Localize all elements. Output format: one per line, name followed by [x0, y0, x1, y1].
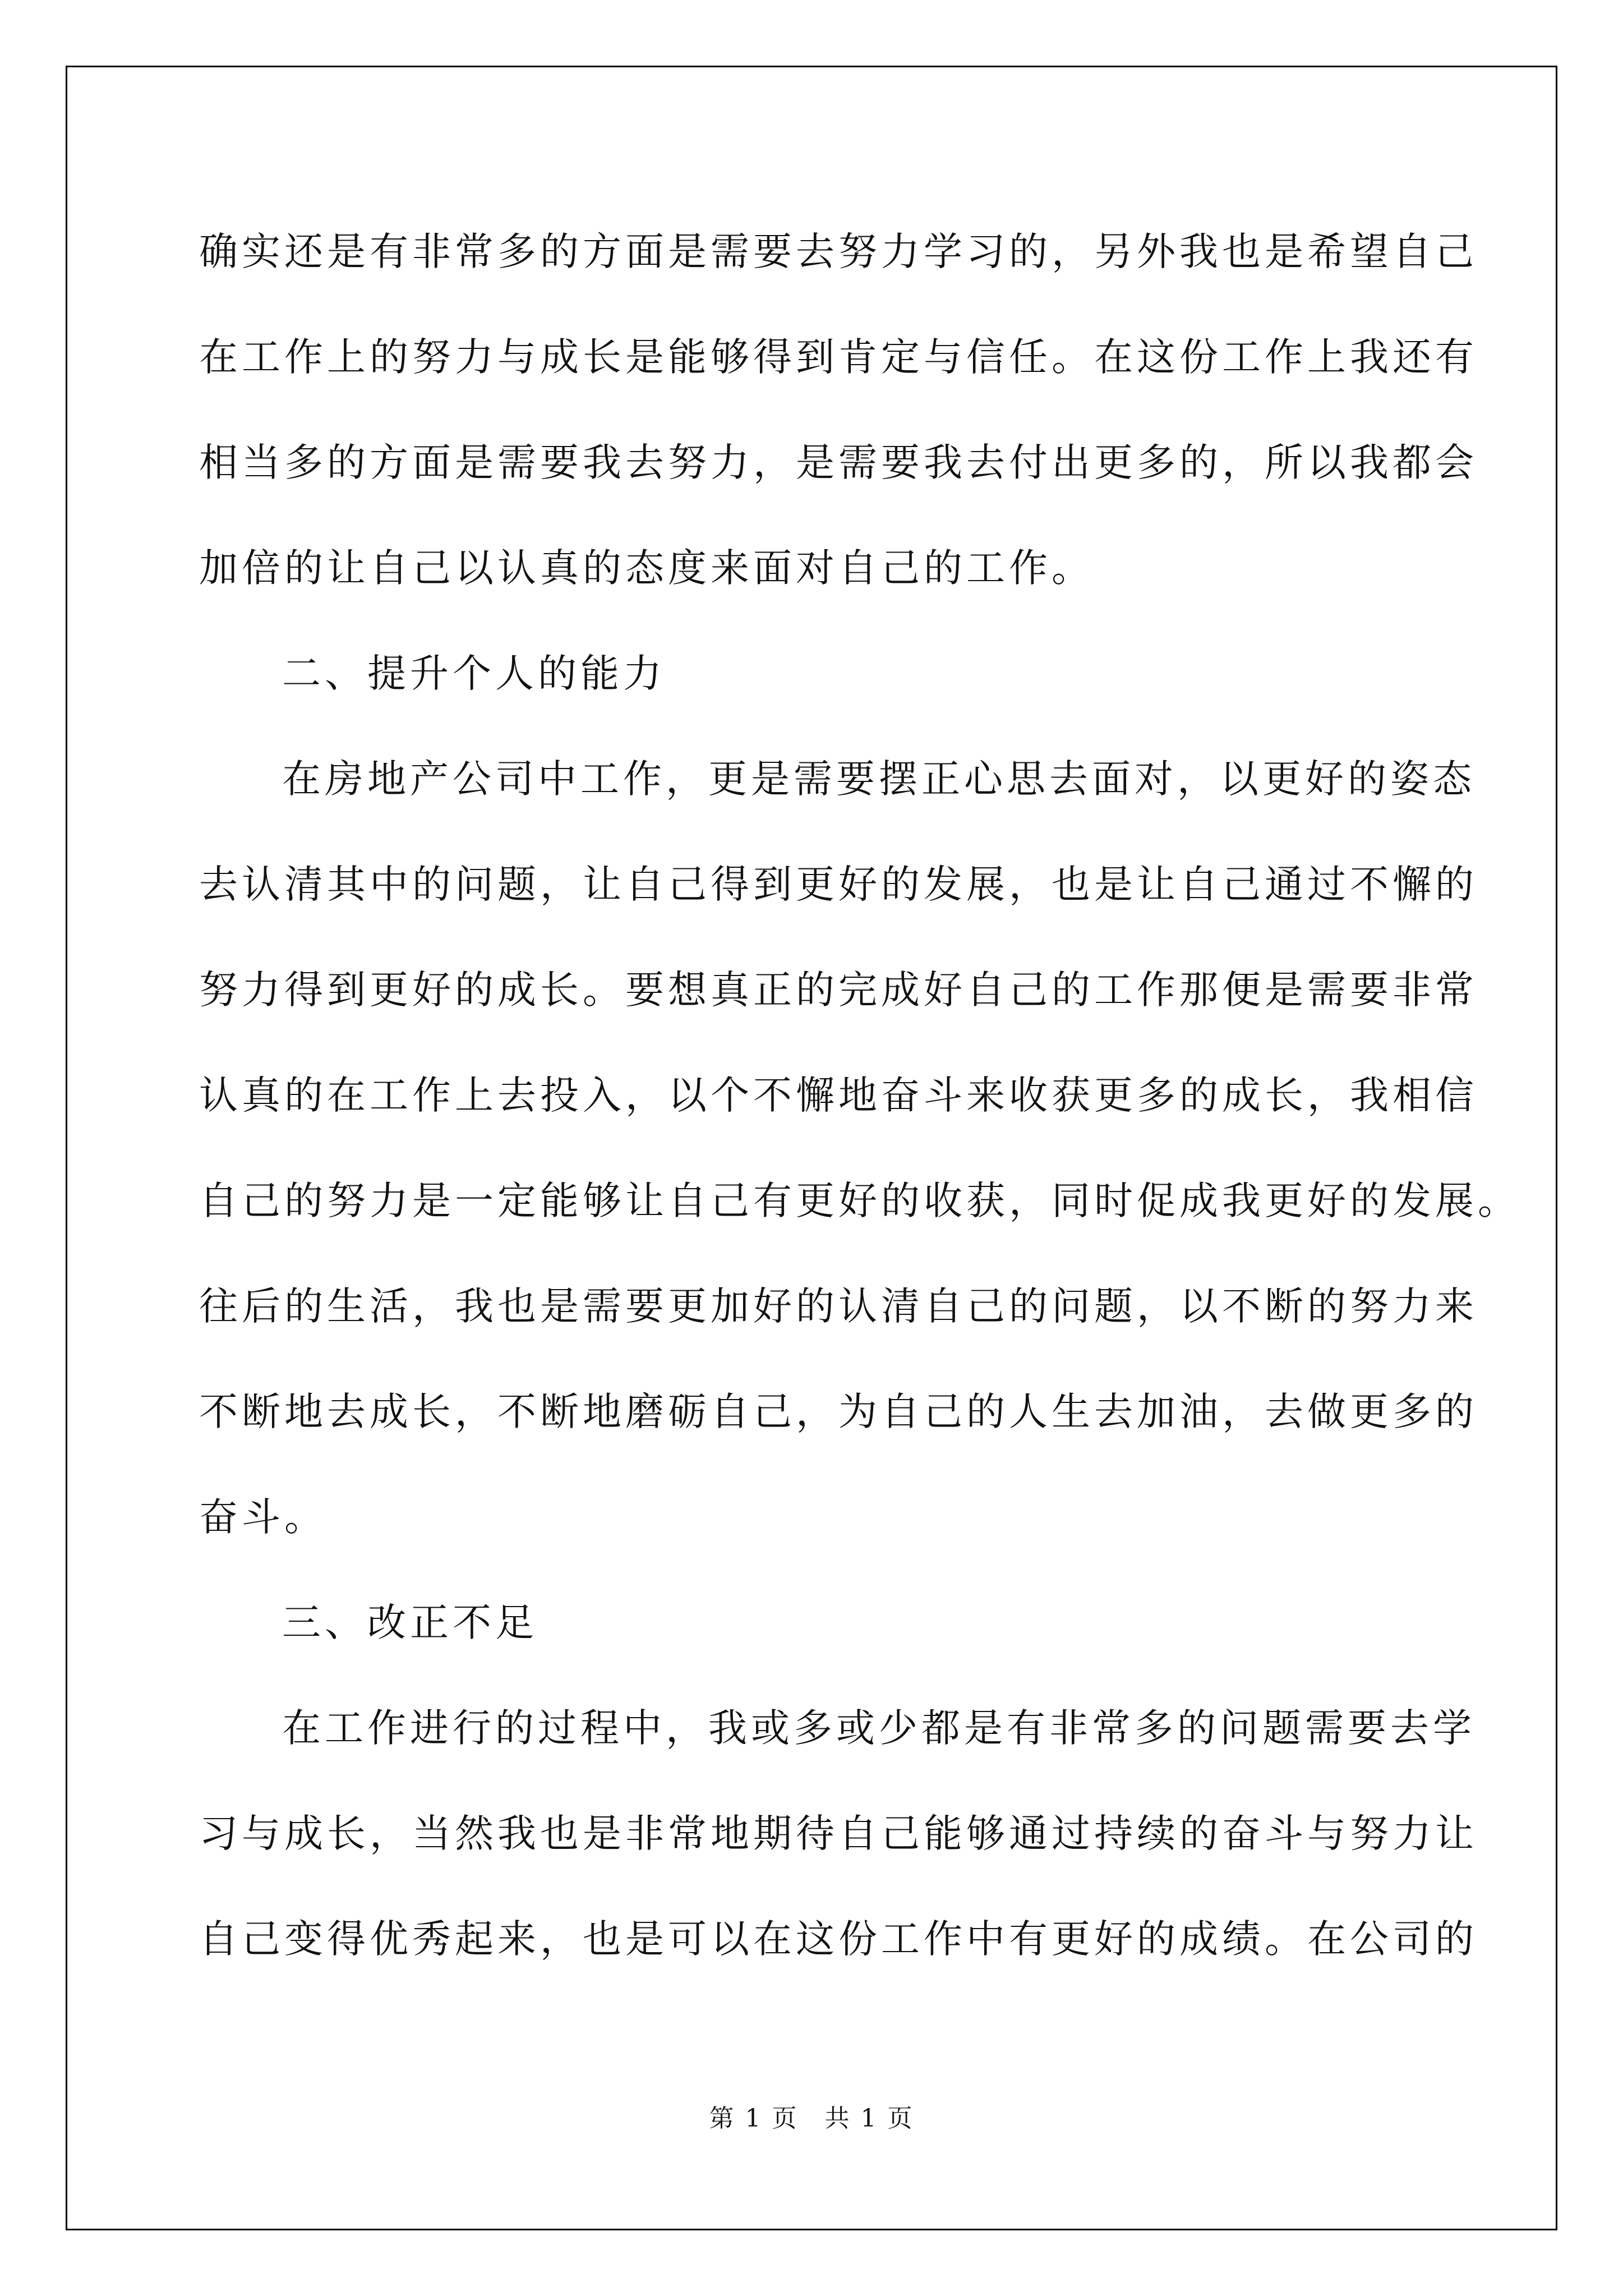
paragraph-line: 努力得到更好的成长。要想真正的完成好自己的工作那便是需要非常 — [199, 968, 1478, 1013]
section-heading: 三、改正不足 — [282, 1600, 538, 1645]
section-heading: 二、提升个人的能力 — [282, 651, 666, 696]
paragraph-line: 认真的在工作上去投入，以个不懈地奋斗来收获更多的成长，我相信 — [199, 1073, 1478, 1118]
paragraph-line: 自己变得优秀起来，也是可以在这份工作中有更好的成绩。在公司的 — [199, 1917, 1478, 1962]
paragraph-line: 习与成长，当然我也是非常地期待自己能够通过持续的奋斗与努力让 — [199, 1811, 1478, 1856]
paragraph-line: 在房地产公司中工作，更是需要摆正心思去面对，以更好的姿态 — [282, 757, 1476, 802]
paragraph-line: 往后的生活，我也是需要更加好的认清自己的问题，以不断的努力来 — [199, 1284, 1478, 1329]
paragraph-line: 去认清其中的问题，让自己得到更好的发展，也是让自己通过不懈的 — [199, 862, 1478, 907]
paragraph-line: 确实还是有非常多的方面是需要去努力学习的，另外我也是希望自己 — [199, 229, 1478, 274]
page-border — [66, 66, 1557, 2230]
paragraph-line: 不断地去成长，不断地磨砺自己，为自己的人生去加油，去做更多的 — [199, 1389, 1478, 1434]
paragraph-line: 在工作进行的过程中，我或多或少都是有非常多的问题需要去学 — [282, 1706, 1476, 1751]
paragraph-line: 奋斗。 — [199, 1495, 327, 1540]
paragraph-line: 相当多的方面是需要我去努力，是需要我去付出更多的，所以我都会 — [199, 440, 1478, 485]
paragraph-line: 在工作上的努力与成长是能够得到肯定与信任。在这份工作上我还有 — [199, 335, 1478, 380]
paragraph-line: 自己的努力是一定能够让自己有更好的收获，同时促成我更好的发展。 — [199, 1179, 1520, 1223]
paragraph-line: 加倍的让自己以认真的态度来面对自己的工作。 — [199, 546, 1094, 591]
page-number-footer: 第 1 页 共 1 页 — [709, 2104, 914, 2133]
